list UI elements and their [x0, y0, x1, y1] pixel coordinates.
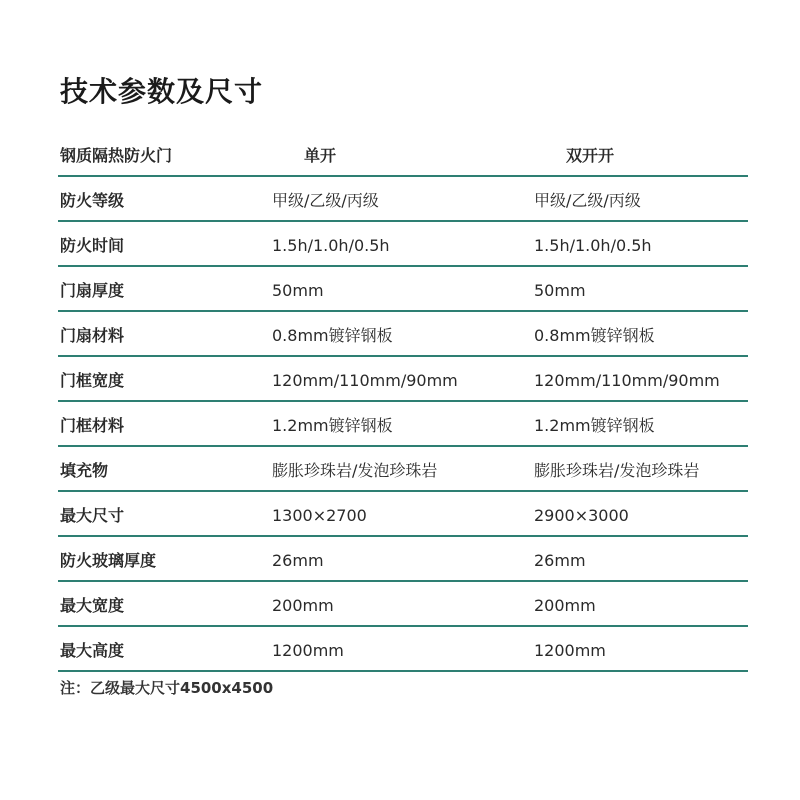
table-row — [58, 402, 748, 447]
double-value: 1.5h/1.0h/0.5h — [534, 236, 652, 255]
table-row — [58, 267, 748, 312]
double-value: 120mm/110mm/90mm — [534, 371, 720, 390]
double-value: 50mm — [534, 281, 586, 300]
double-value: 1.2mm镀锌钢板 — [534, 416, 655, 435]
single-value: 50mm — [272, 281, 324, 300]
table-row — [58, 222, 748, 267]
single-value: 120mm/110mm/90mm — [272, 371, 458, 390]
table-row — [58, 492, 748, 537]
table-row — [58, 582, 748, 627]
single-value: 200mm — [272, 596, 334, 615]
single-value: 1300×2700 — [272, 506, 367, 525]
row-label: 门扇厚度 — [60, 281, 125, 300]
row-label: 防火时间 — [60, 236, 125, 255]
double-value: 膨胀珍珠岩/发泡珍珠岩 — [534, 461, 700, 480]
row-label: 防火等级 — [60, 191, 125, 210]
header-double: 双开开 — [566, 146, 615, 165]
header-single: 单开 — [304, 146, 337, 165]
double-value: 26mm — [534, 551, 586, 570]
table-row — [58, 357, 748, 402]
single-value: 甲级/乙级/丙级 — [272, 191, 379, 210]
spec-table — [58, 132, 748, 672]
double-value: 甲级/乙级/丙级 — [534, 191, 641, 210]
row-label: 防火玻璃厚度 — [60, 551, 157, 570]
row-label: 门框材料 — [60, 416, 125, 435]
single-value: 膨胀珍珠岩/发泡珍珠岩 — [272, 461, 438, 480]
page-title: 技术参数及尺寸 — [60, 75, 264, 108]
table-header-row — [58, 132, 748, 177]
double-value: 0.8mm镀锌钢板 — [534, 326, 655, 345]
row-label: 门框宽度 — [60, 371, 125, 390]
single-value: 26mm — [272, 551, 324, 570]
header-product: 钢质隔热防火门 — [60, 146, 173, 165]
single-value: 0.8mm镀锌钢板 — [272, 326, 393, 345]
single-value: 1.5h/1.0h/0.5h — [272, 236, 390, 255]
table-row — [58, 447, 748, 492]
single-value: 1200mm — [272, 641, 344, 660]
footnote: 注：乙级最大尺寸4500x4500 — [60, 679, 274, 697]
double-value: 200mm — [534, 596, 596, 615]
row-label: 填充物 — [60, 461, 109, 480]
row-label: 最大高度 — [60, 641, 125, 660]
row-label: 最大尺寸 — [60, 506, 125, 525]
row-label: 最大宽度 — [60, 596, 125, 615]
table-row — [58, 312, 748, 357]
row-label: 门扇材料 — [60, 326, 125, 345]
double-value: 2900×3000 — [534, 506, 629, 525]
table-row — [58, 177, 748, 222]
double-value: 1200mm — [534, 641, 606, 660]
table-row — [58, 537, 748, 582]
table-row — [58, 627, 748, 672]
single-value: 1.2mm镀锌钢板 — [272, 416, 393, 435]
